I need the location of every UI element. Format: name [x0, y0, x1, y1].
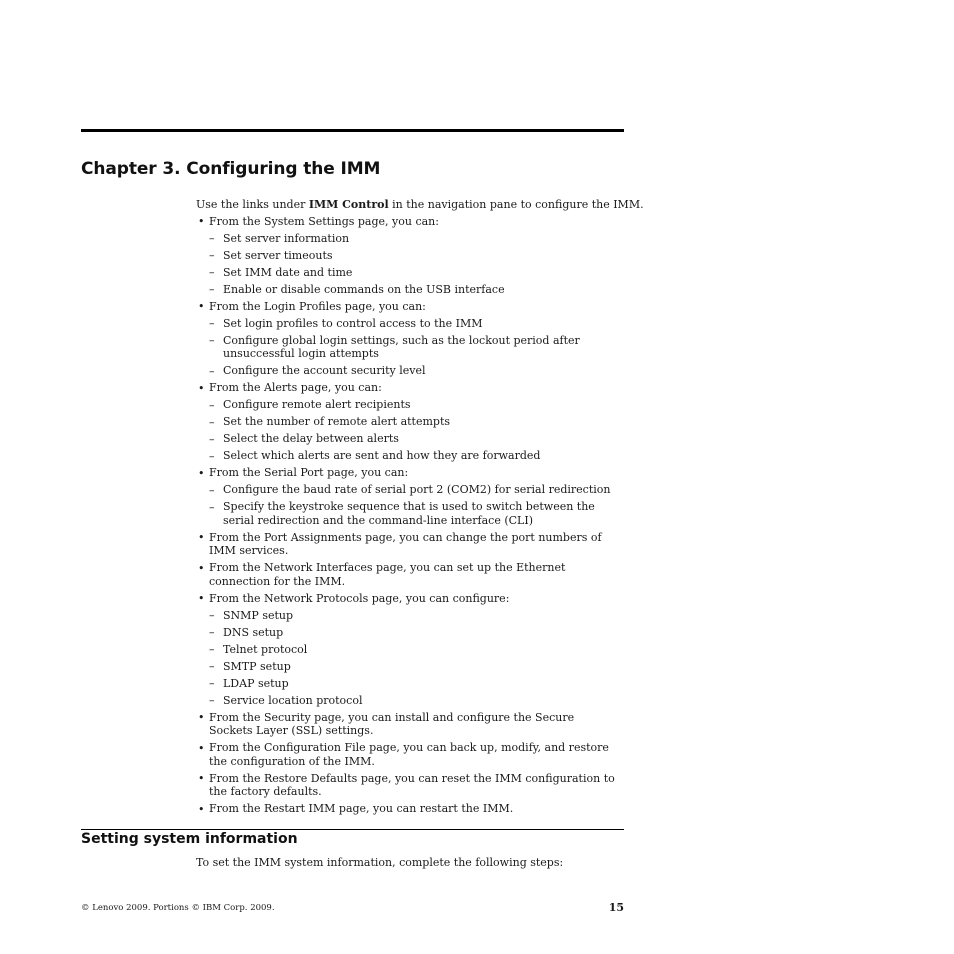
dash-marker: –	[209, 660, 215, 673]
dash-marker: –	[209, 626, 215, 639]
sub-item	[196, 431, 620, 448]
bullet-marker: •	[198, 592, 205, 605]
dash-marker: –	[209, 432, 215, 446]
bullet-item	[196, 801, 620, 818]
sub-item-text: Configure global login settings, such as the lockout period after unsuccessful login attempts	[223, 333, 580, 361]
sub-item-text: Set IMM date and time	[223, 265, 353, 279]
sub-item-text: Set the number of remote alert attempts	[223, 415, 451, 429]
bullet-text: From the Security page, you can install and configure the Secure Sockets Layer (SSL) settings.	[209, 710, 575, 738]
dash-marker: –	[209, 677, 215, 690]
bullet-marker: •	[198, 215, 205, 228]
sub-item	[196, 332, 620, 363]
sub-item	[196, 607, 620, 624]
dash-marker: –	[209, 317, 215, 330]
sub-item	[196, 658, 620, 675]
bullet-text: From the Restore Defaults page, you can reset the IMM configuration to the factory defaults.	[209, 771, 615, 799]
sub-item	[196, 641, 620, 658]
dash-marker: –	[209, 232, 215, 245]
bullet-item	[196, 770, 620, 801]
dash-marker: –	[209, 483, 215, 497]
bullet-item	[196, 380, 620, 397]
bullet-marker: •	[198, 741, 205, 755]
feature-bullet-list	[196, 213, 620, 818]
bullet-text: From the Port Assignments page, you can change the port numbers of IMM services.	[209, 530, 602, 558]
bullet-text: From the Network Protocols page, you can configure:	[209, 591, 510, 605]
page-number: 15	[608, 901, 624, 914]
sub-item	[196, 363, 620, 380]
dash-marker: –	[209, 449, 215, 463]
bullet-item	[196, 709, 620, 740]
sub-item-text: Configure remote alert recipients	[223, 398, 411, 412]
intro-text-after: in the navigation pane to configure the IMM.	[388, 198, 644, 211]
sub-item-text: Configure the account security level	[223, 364, 426, 378]
sub-item-text: Set server timeouts	[223, 248, 333, 262]
sub-item-text: Set login profiles to control access to the IMM	[223, 316, 483, 330]
sub-item-text: Select the delay between alerts	[223, 432, 399, 446]
sub-item	[196, 414, 620, 431]
dash-marker: –	[209, 609, 215, 622]
bullet-marker: •	[198, 531, 205, 544]
dash-marker: –	[209, 364, 215, 378]
bullet-text: From the Restart IMM page, you can restart the IMM.	[209, 802, 514, 816]
sub-item-text: Telnet protocol	[223, 642, 308, 656]
dash-marker: –	[209, 415, 215, 429]
sub-item	[196, 692, 620, 709]
dash-marker: –	[209, 249, 215, 262]
bullet-marker: •	[198, 772, 205, 785]
bullet-text: From the Login Profiles page, you can:	[209, 299, 426, 313]
bullet-item	[196, 529, 620, 560]
sub-item	[196, 448, 620, 465]
bullet-item	[196, 213, 620, 230]
sub-item-text: LDAP setup	[223, 676, 289, 690]
bullet-marker: •	[198, 802, 205, 816]
sub-item	[196, 675, 620, 692]
chapter-top-rule	[81, 129, 624, 132]
bullet-text: From the Alerts page, you can:	[209, 381, 382, 395]
bullet-item	[196, 590, 620, 607]
sub-item	[196, 482, 620, 499]
bullet-marker: •	[198, 561, 205, 575]
dash-marker: –	[209, 334, 215, 347]
section-title: Setting system information	[81, 831, 298, 847]
bullet-text: From the System Settings page, you can:	[209, 214, 439, 228]
intro-bold-term: IMM Control	[308, 198, 389, 211]
sub-item-text: Specify the keystroke sequence that is used to switch between the serial redirection and the command-line interface (CLI)	[223, 500, 595, 527]
sub-item	[196, 397, 620, 414]
bullet-item	[196, 465, 620, 482]
bullet-marker: •	[198, 381, 205, 395]
dash-marker: –	[209, 266, 215, 279]
bullet-marker: •	[198, 711, 205, 724]
bullet-marker: •	[198, 466, 205, 480]
sub-item	[196, 247, 620, 264]
sub-item-text: Service location protocol	[223, 693, 363, 707]
sub-item-text: Select which alerts are sent and how they are forwarded	[223, 449, 541, 463]
dash-marker: –	[209, 643, 215, 656]
dash-marker: –	[209, 398, 215, 412]
section-intro: To set the IMM system information, complete the following steps:	[196, 856, 564, 869]
sub-item	[196, 230, 620, 247]
sub-item-text: SNMP setup	[223, 608, 294, 622]
sub-item-text: Enable or disable commands on the USB interface	[223, 282, 505, 296]
chapter-body	[196, 196, 644, 818]
dash-marker: –	[209, 694, 215, 707]
intro-text-before: Use the links under	[196, 198, 309, 211]
sub-item	[196, 315, 620, 332]
sub-item-text: Configure the baud rate of serial port 2 (COM2) for serial redirection	[223, 483, 611, 497]
sub-item-text: SMTP setup	[223, 659, 291, 673]
sub-item-text: Set server information	[223, 231, 350, 245]
sub-item	[196, 499, 620, 530]
dash-marker: –	[209, 500, 215, 514]
dash-marker: –	[209, 283, 215, 296]
bullet-item	[196, 740, 620, 771]
footer-copyright: © Lenovo 2009. Portions © IBM Corp. 2009.	[81, 903, 275, 913]
bullet-marker: •	[198, 300, 205, 313]
sub-item-text: DNS setup	[223, 625, 284, 639]
bullet-item	[196, 298, 620, 315]
section-rule	[81, 829, 624, 830]
bullet-text: From the Serial Port page, you can:	[209, 466, 409, 480]
sub-item	[196, 281, 620, 298]
bullet-text: From the Configuration File page, you can back up, modify, and restore the configuration of the IMM.	[209, 741, 609, 768]
sub-item	[196, 624, 620, 641]
chapter-intro	[196, 196, 644, 213]
chapter-title: Chapter 3. Configuring the IMM	[81, 159, 381, 179]
bullet-item	[196, 560, 620, 591]
bullet-text: From the Network Interfaces page, you can set up the Ethernet connection for the IMM.	[209, 561, 566, 588]
sub-item	[196, 264, 620, 281]
